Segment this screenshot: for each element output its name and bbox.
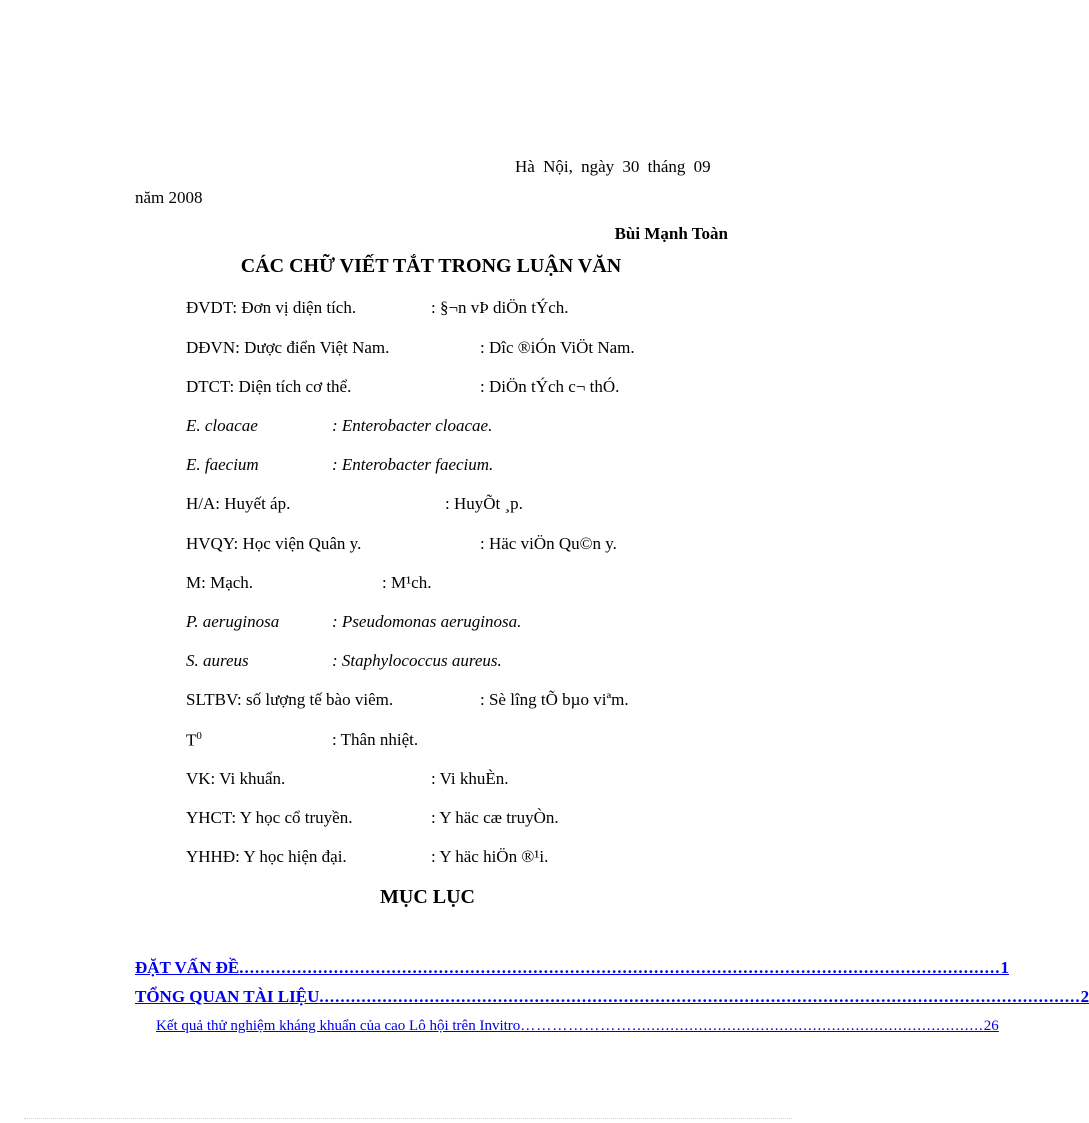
abbreviation-meaning: : Enterobacter faecium.	[332, 455, 494, 474]
abbreviation-term: HVQY: Học viện Quân y.	[186, 534, 362, 553]
abbreviation-meaning: : Vi khuÈn.	[431, 769, 509, 788]
toc-leader-dots: …………………..........................................................................	[520, 1018, 984, 1034]
abbreviation-term: E. faecium	[186, 455, 259, 474]
toc-entry-page: 2	[1080, 987, 1089, 1006]
abbreviation-term: H/A: Huyết áp.	[186, 494, 291, 513]
abbreviation-term: E. cloacae	[186, 416, 258, 435]
toc-heading: MỤC LỤC	[380, 886, 475, 908]
abbreviation-term: SLTBV: số lượng tế bào viêm.	[186, 690, 394, 709]
abbreviation-term: M: Mạch.	[186, 573, 254, 592]
toc-link-tong-quan-tai-lieu[interactable]	[135, 987, 1089, 1009]
toc-entry-title: Kết quả thử nghiệm kháng khuẩn của cao Lô hội trên Invitro	[156, 1018, 521, 1034]
abbreviation-term: DĐVN: Dược điển Việt Nam.	[186, 338, 390, 357]
abbreviation-meaning: : Pseudomonas aeruginosa.	[332, 612, 522, 631]
abbreviation-term: S. aureus	[186, 651, 249, 670]
toc-entry-title: TỔNG QUAN TÀI LIỆU	[135, 987, 320, 1006]
abbreviations-heading: CÁC CHỮ VIẾT TẮT TRONG LUẬN VĂN	[240, 255, 622, 277]
abbreviation-meaning: : Y häc cæ truyÒn.	[431, 808, 559, 827]
date-line-year: năm 2008	[135, 188, 203, 207]
page-bottom-border	[24, 1118, 792, 1119]
abbreviation-term: YHHĐ: Y học hiện đại.	[186, 847, 347, 866]
abbreviation-term: P. aeruginosa	[186, 612, 280, 631]
toc-leader-dots: .................................................................................................................................................	[319, 987, 1081, 1006]
abbreviation-term: ĐVDT: Đơn vị diện tích.	[186, 298, 357, 317]
abbreviation-term: DTCT: Diện tích cơ thể.	[186, 377, 352, 396]
abbreviation-meaning: : Thân nhiệt.	[332, 730, 419, 749]
toc-link-ket-qua-thu-nghiem[interactable]	[156, 1018, 999, 1040]
date-line: Hà Nội, ngày 30 tháng 09	[515, 157, 711, 176]
toc-link-dat-van-de[interactable]	[135, 958, 1009, 980]
abbreviation-meaning: : Sè lîng tÕ bµo viªm.	[480, 690, 629, 709]
abbreviation-meaning: : Staphylococcus aureus.	[332, 651, 502, 670]
abbreviation-term: VK: Vi khuẩn.	[186, 769, 286, 788]
abbreviation-term	[186, 730, 202, 751]
abbreviation-meaning: : Enterobacter cloacae.	[332, 416, 493, 435]
toc-entry-page: 26	[983, 1018, 999, 1034]
author-name: Bùi Mạnh Toàn	[614, 224, 728, 243]
toc-entry-title: ĐẶT VẤN ĐỀ	[135, 958, 240, 977]
toc-entry-page: 1	[1000, 958, 1009, 977]
toc-leader-dots: .................................................................................................................................................	[239, 958, 1001, 977]
abbreviation-term-superscript: 0	[196, 730, 202, 742]
abbreviation-meaning: : DiÖn tÝch c¬ thÓ.	[480, 377, 620, 396]
abbreviation-meaning: : Häc viÖn Qu©n y.	[480, 534, 617, 553]
abbreviation-meaning: : Dîc ®iÓn ViÖt Nam.	[480, 338, 635, 357]
abbreviation-term-text: T	[186, 730, 197, 750]
abbreviation-meaning: : Y häc hiÖn ®¹i.	[431, 847, 549, 866]
abbreviation-meaning: : M¹ch.	[382, 573, 432, 592]
abbreviation-meaning: : §¬n vÞ diÖn tÝch.	[431, 298, 569, 317]
abbreviation-meaning: : HuyÕt ¸p.	[445, 494, 523, 513]
abbreviation-term: YHCT: Y học cổ truyền.	[186, 808, 353, 827]
